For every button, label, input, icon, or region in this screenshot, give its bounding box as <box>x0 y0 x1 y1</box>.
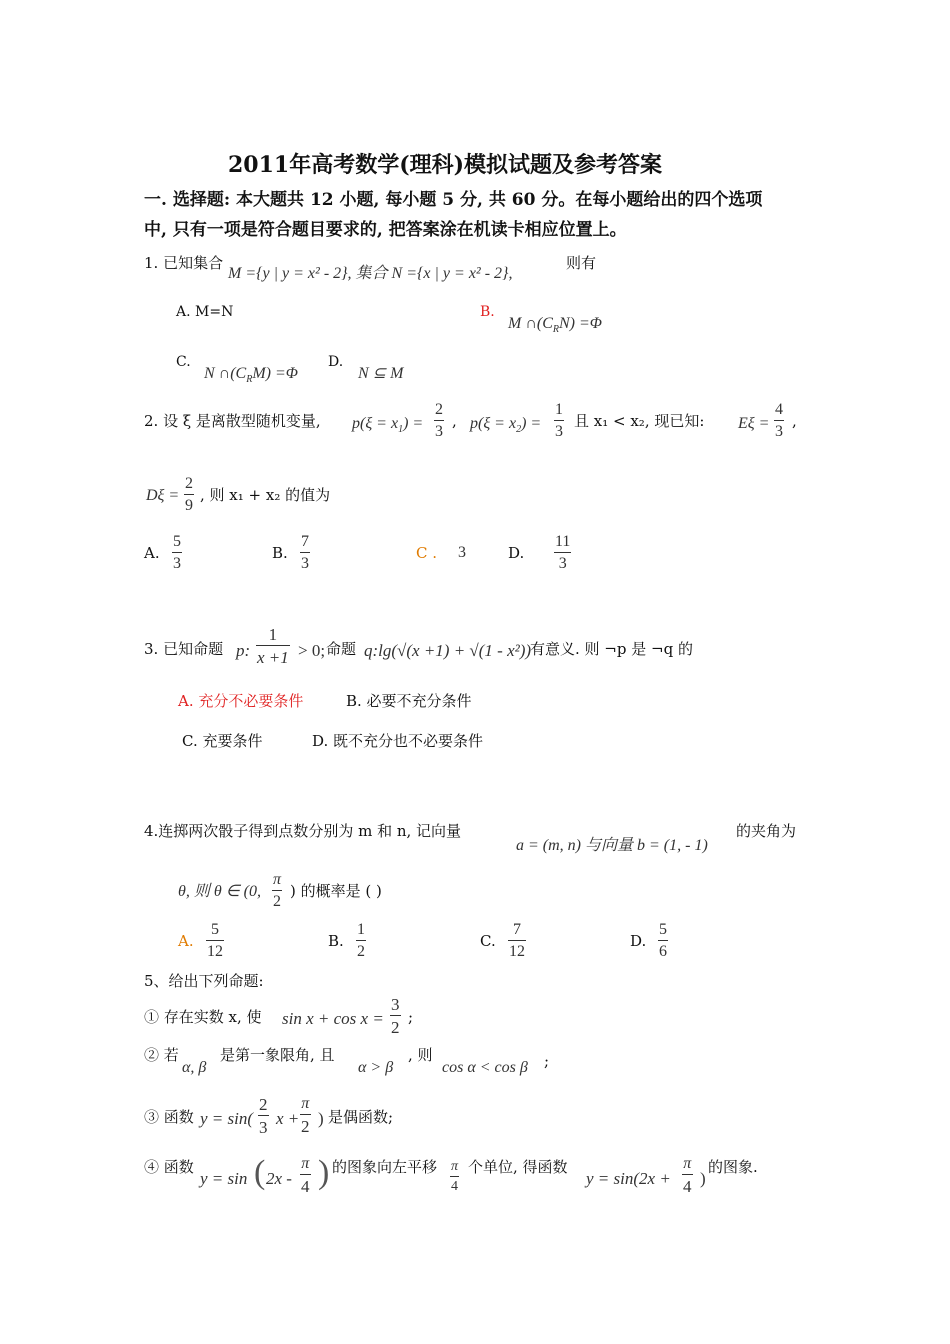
q2-number: 2. 设 ξ 是离散型随机变量, <box>144 412 321 430</box>
q1-option-b-math: M $\cap(C_RN) =\Phi$ <box>508 315 602 336</box>
q1-formula: M ={y | y = x² - 2}, 集合 N ={x | y = x² - 2}, <box>228 265 513 282</box>
q2-p1-fraction: $\frac{2}{3}$ <box>435 401 443 440</box>
q5-s4-math1: y = sin <box>200 1169 248 1188</box>
q1-option-d-label: D. <box>328 354 344 370</box>
q4-option-d-label: D. <box>630 932 647 950</box>
q3-number: 3. 已知命题 <box>144 640 224 658</box>
q2-p2: $p(\xi = x_2)$ = <box>470 415 542 436</box>
q2-option-a-fraction: $\frac{5}{3}$ <box>173 533 181 572</box>
q3-option-c: C. 充要条件 <box>182 732 263 750</box>
q1-option-a: A. M=N <box>176 304 234 320</box>
q4-question: ) 的概率是 ( ) <box>290 882 382 900</box>
q2-option-c-label: C . <box>416 544 438 562</box>
q3-option-a: A. 充分不必要条件 <box>178 692 304 710</box>
q5-s3-fraction1: $\frac{2}{3}$ <box>259 1095 268 1137</box>
q2-option-d-label: D. <box>508 544 525 562</box>
q5-s4-text3: 个单位, 得函数 <box>468 1158 568 1176</box>
section-header-line1: 一. 选择题: 本大题共 12 小题, 每小题 5 分, 共 60 分。在每小题给出的四个选项 <box>144 190 763 210</box>
q1-number: 1. 已知集合 <box>144 254 224 272</box>
q5-s1-text: ① 存在实数 x, 使 <box>144 1008 262 1026</box>
q4-theta: θ, 则 θ ∈ (0, <box>178 883 261 900</box>
q5-s4-text2: 的图象向左平移 <box>332 1158 438 1176</box>
q5-s3-fraction2: $\frac{\pi}{2}$ <box>301 1095 310 1136</box>
q5-s4-text1: ④ 函数 <box>144 1158 194 1176</box>
q4-vectors: a = (m, n) 与向量 b = (1, - 1) <box>516 837 708 854</box>
q5-s4-math3: y = sin(2x + <box>586 1169 671 1188</box>
q4-option-a-label: A. <box>178 932 194 950</box>
q4-option-c-label: C. <box>480 932 496 950</box>
q1-option-c-math: N $\cap(C_RM) =\Phi$ <box>204 365 298 386</box>
q2-option-b-label: B. <box>272 544 288 562</box>
q4-option-d-fraction: $\frac{5}{6}$ <box>659 921 667 960</box>
q5-s4-fraction2: $\frac{\pi}{4}$ <box>451 1159 459 1194</box>
q5-s2-angles: α, β <box>182 1059 207 1076</box>
q5-s4-fraction3: $\frac{\pi}{4}$ <box>683 1155 692 1196</box>
q4-option-c-fraction: $\frac{7}{12}$ <box>509 921 525 960</box>
q5-s3-text: ③ 函数 <box>144 1108 194 1126</box>
q1-option-b-label: B. <box>480 304 495 320</box>
q4-option-b-fraction: $\frac{1}{2}$ <box>357 921 365 960</box>
q3-fraction: $\frac{1}{x +1}$ <box>257 625 289 667</box>
q5-s2-cos: cos α < cos β <box>442 1059 528 1076</box>
q3-tail: 有意义. 则 ¬p 是 ¬q 的 <box>530 640 693 658</box>
q2-option-c-value: 3 <box>458 544 466 561</box>
q5-s4-end: 的图象. <box>708 1158 758 1176</box>
q5-s4-left-paren: ( <box>254 1154 266 1191</box>
q5-s2-end: ; <box>544 1052 550 1070</box>
q5-head: 5、给出下列命题: <box>144 972 264 990</box>
q2-option-b-fraction: $\frac{7}{3}$ <box>301 533 309 572</box>
q3-option-d: D. 既不充分也不必要条件 <box>312 732 484 750</box>
q5-s2-text3: , 则 <box>408 1046 433 1064</box>
q4-option-a-fraction: $\frac{5}{12}$ <box>207 921 223 960</box>
q2-expectation-fraction: $\frac{4}{3}$ <box>775 401 783 440</box>
q5-s4-right-paren: ) <box>318 1154 330 1191</box>
q2-variance-fraction: $\frac{2}{9}$ <box>185 475 193 514</box>
q5-s1-fraction: $\frac{3}{2}$ <box>391 995 400 1037</box>
q2-p2-fraction: $\frac{1}{3}$ <box>555 401 563 440</box>
q1-option-c-label: C. <box>176 354 191 370</box>
q5-s2-text1: ② 若 <box>144 1046 179 1064</box>
q3-q-label: 命题 <box>326 640 357 658</box>
q2-comma1: , <box>452 412 457 430</box>
q2-condition: 且 x₁ < x₂, 现已知: <box>574 412 705 430</box>
q3-q-formula: q:lg(√(x +1) + √(1 - x²)) <box>364 641 532 660</box>
q5-s4-fraction1: $\frac{\pi}{4}$ <box>301 1155 310 1196</box>
q5-s2-inequality: α > β <box>358 1059 394 1076</box>
q5-s1-end: ; <box>408 1008 414 1026</box>
q3-p-label: p: <box>236 641 251 660</box>
q1-tail: 则有 <box>566 254 597 272</box>
q5-s1-math: sin x + cos x = <box>282 1009 384 1028</box>
q2-option-d-fraction: $\frac{11}{3}$ <box>555 533 571 572</box>
q2-p1: $p(\xi = x_1)$ = <box>352 415 424 436</box>
q5-s4-math4: ) <box>700 1169 706 1188</box>
q5-s3-math3: ) <box>318 1109 324 1128</box>
q4-tail: 的夹角为 <box>736 822 797 840</box>
q3-gt: > 0; <box>298 641 326 660</box>
q3-option-b: B. 必要不充分条件 <box>346 692 472 710</box>
q2-option-a-label: A. <box>144 544 160 562</box>
q4-line1: 4.连掷两次骰子得到点数分别为 m 和 n, 记向量 <box>144 822 462 840</box>
q2-variance: Dξ = <box>146 487 180 504</box>
q5-s2-text2: 是第一象限角, 且 <box>220 1046 335 1064</box>
q5-s3-end: 是偶函数; <box>328 1108 394 1126</box>
q2-comma2: , <box>792 412 797 430</box>
q1-option-d-math: N ⊆ M <box>358 365 404 382</box>
section-header-line2: 中, 只有一项是符合题目要求的, 把答案涂在机读卡相应位置上。 <box>144 220 627 240</box>
q5-s4-math2: 2x - <box>266 1169 292 1188</box>
q4-pi-fraction: $\frac{\pi}{2}$ <box>273 871 282 910</box>
page-title: 2011年高考数学(理科)模拟试题及参考答案 <box>228 152 663 178</box>
q2-ask: , 则 x₁ + x₂ 的值为 <box>200 486 331 504</box>
q5-s3-math2: x + <box>276 1109 300 1128</box>
q2-expectation: Eξ = <box>738 415 770 432</box>
q5-s3-math1: y = sin( <box>200 1109 254 1128</box>
q4-option-b-label: B. <box>328 932 344 950</box>
